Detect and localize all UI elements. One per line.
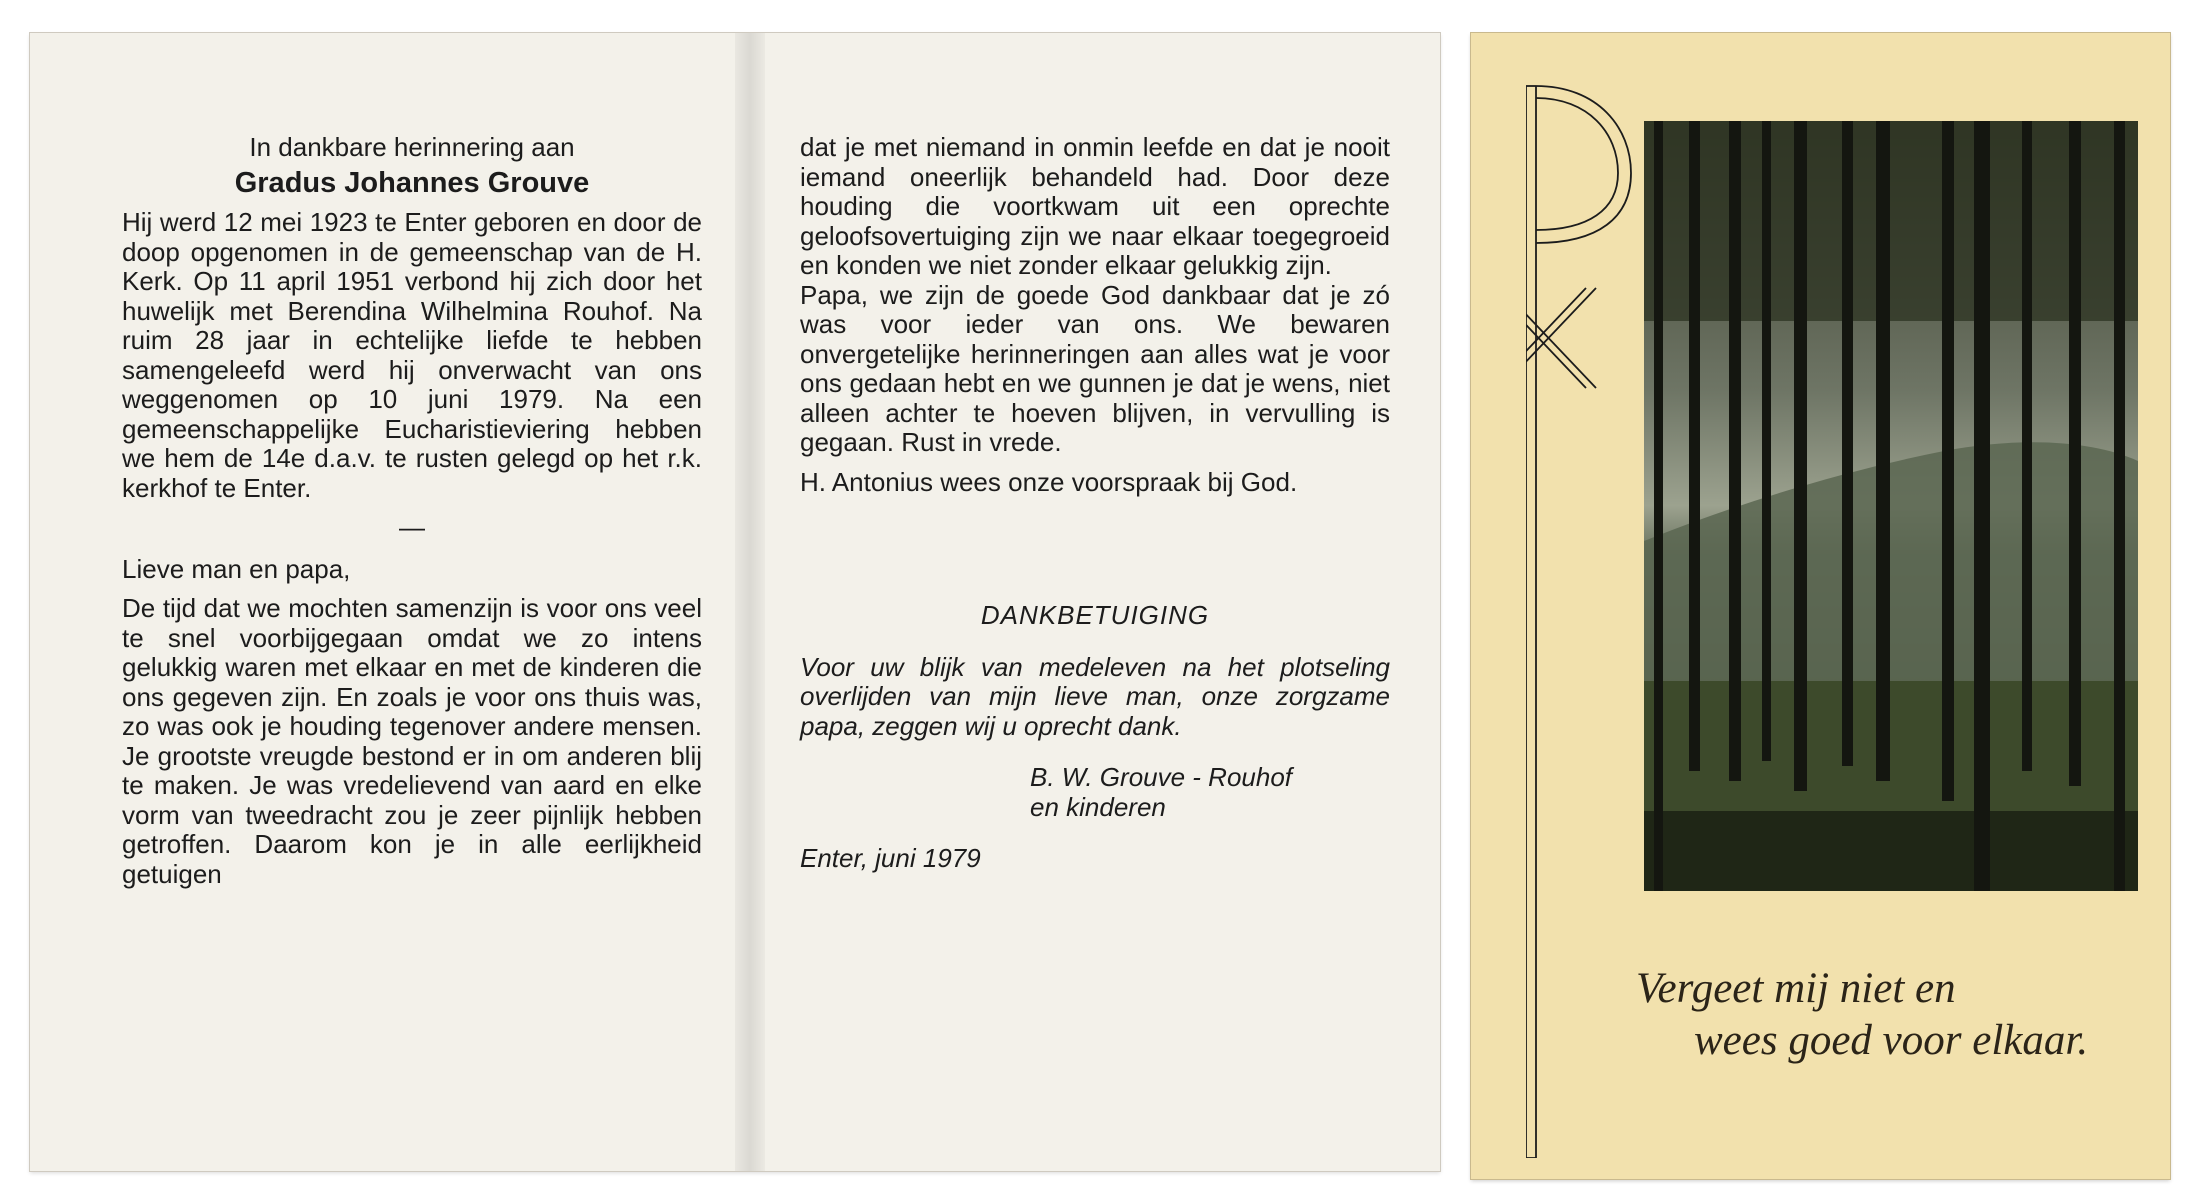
prayer-text: H. Antonius wees onze voorspraak bij God. — [800, 466, 1298, 497]
motto-line-2: wees goed voor elkaar. — [1694, 1017, 2089, 1064]
left-page — [122, 133, 702, 889]
signature-line-2: en kinderen — [1030, 791, 1166, 822]
intro-text: In dankbare herinnering aan — [249, 132, 575, 162]
motto-line-1: Vergeet mij niet en — [1636, 965, 1956, 1012]
gratitude-text: Papa, we zijn de goede God dankbaar dat je zó was voor ieder van ons. We bewaren onvergetelijke herinneringen aan alles wat je voor ons gedaan hebt en we gunnen je dat je wens, niet alleen achter te hoeven blijven, in vervulling is gegaan. Rust in vrede. — [800, 279, 1390, 457]
motto — [1636, 963, 2136, 1067]
letter-continued-text: dat je met niemand in onmin leefde en dat je nooit iemand oneerlijk behandeld had. Door deze houding die voortkwam uit een oprechte geloofsovertuiging zijn we naar elkaar toegegroeid en konden we niet zonder elkaar gelukkig zijn. — [800, 132, 1390, 280]
thanks-text: Voor uw blijk van medeleven na het plotseling overlijden van mijn lieve man, onze zorgzame papa, zeggen wij u oprecht dank. — [800, 651, 1390, 741]
letter-text: De tijd dat we mochten samenzijn is voor ons veel te snel voorbijgegaan omdat we zo intens gelukkig waren met elkaar en met de kinderen die ons gegeven zijn. En zoals je voor ons thuis was, zo was ook je houding tegenover andere mensen. Je grootste vreugde bestond er in om anderen blij te maken. Je was vredelievend van aard en elke vorm van tweedracht zou je zeer pijnlijk hebben getroffen. Daarom kon je in alle eerlijkheid getuigen — [122, 593, 702, 889]
thanks-title: DANKBETUIGING — [980, 600, 1210, 630]
front-card — [1471, 33, 2170, 1179]
center-fold — [735, 33, 765, 1171]
right-page — [800, 133, 1390, 874]
salutation: Lieve man en papa, — [122, 553, 351, 584]
tree-row-photo — [1644, 121, 2138, 891]
biography-text: Hij werd 12 mei 1923 te Enter geboren en door de doop opgenomen in de gemeenschap van de H. Kerk. Op 11 april 1951 verbond hij zich door het huwelijk met Berendina Wilhelmina Rouhof. Na ruim 28 jaar in echtelijke liefde te hebben samengeleefd werd hij onverwacht van ons weggenomen op 10 juni 1979. Na een gemeenschappelijke Eucharistieviering hebben we hem de 14e d.a.v. te rusten gelegd op het r.k. kerkhof te Enter. — [122, 207, 702, 503]
inside-spread — [30, 33, 1440, 1171]
signature-line-1: B. W. Grouve - Rouhof — [1030, 762, 1293, 792]
place-date: Enter, juni 1979 — [800, 843, 981, 873]
deceased-name: Gradus Johannes Grouve — [234, 166, 590, 199]
signature — [800, 763, 1390, 822]
separator: — — [399, 512, 425, 542]
chi-rho-icon — [1526, 58, 1636, 1158]
